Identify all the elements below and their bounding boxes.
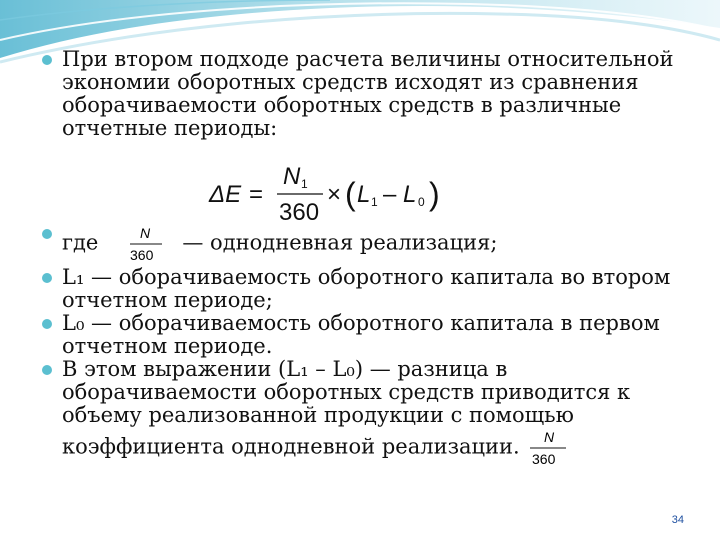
- svg-text:N: N: [140, 225, 151, 241]
- formula-minus: –: [383, 181, 397, 208]
- formula-paren-open: (: [345, 176, 356, 212]
- formula-l0: L: [403, 181, 417, 208]
- formula-l1-sub: 1: [371, 195, 378, 209]
- bullet-l0: [40, 312, 680, 358]
- bullet-intro: [40, 48, 680, 140]
- bullet-dot-icon: [42, 365, 52, 375]
- slide-body: [40, 48, 680, 469]
- bullet-dot-icon: [42, 55, 52, 65]
- l1-definition: L₁ — оборачиваемость оборотного капитала во втором отчетном периоде;: [62, 265, 671, 312]
- bullet-dot-icon: [42, 229, 52, 239]
- bullet-dot-icon: [42, 319, 52, 329]
- formula-numerator: N: [283, 163, 301, 190]
- bullet-where: [40, 222, 680, 266]
- n-over-360-fraction: [528, 427, 568, 469]
- intro-text: При втором подходе расчета величины относительной экономии оборотных средств исходят из сравнения оборачиваемости оборотных средств в различные отчетные периоды:: [62, 47, 674, 140]
- formula-paren-close: ): [429, 176, 440, 212]
- formula-l1: L: [357, 181, 371, 208]
- svg-text:N: N: [543, 429, 554, 445]
- formula-denominator: 360: [279, 199, 320, 226]
- n-over-360-fraction: [128, 222, 164, 266]
- formula-l0-sub: 0: [418, 195, 425, 209]
- bullet-l1: [40, 266, 680, 312]
- formula-equals: =: [249, 181, 264, 208]
- l0-definition: L₀ — оборачиваемость оборотного капитала в первом отчетном периоде.: [62, 311, 660, 358]
- formula-delta-e: ΔE: [209, 181, 242, 208]
- svg-text:360: 360: [531, 451, 556, 467]
- bullet-summary: [40, 358, 680, 469]
- formula-numerator-sub: 1: [301, 177, 308, 191]
- summary-text: В этом выражении (L₁ – L₀) — разница в оборачиваемости оборотных средств приводится к объему реализованной продукции с помощью коэффициента однодневной реализации.: [62, 357, 631, 459]
- formula-times: ×: [327, 181, 342, 208]
- bullet-dot-icon: [42, 273, 52, 283]
- where-label: где: [62, 230, 99, 255]
- where-definition: — однодневная реализация;: [182, 230, 498, 255]
- page-number: 34: [671, 514, 684, 526]
- svg-text:360: 360: [130, 247, 154, 263]
